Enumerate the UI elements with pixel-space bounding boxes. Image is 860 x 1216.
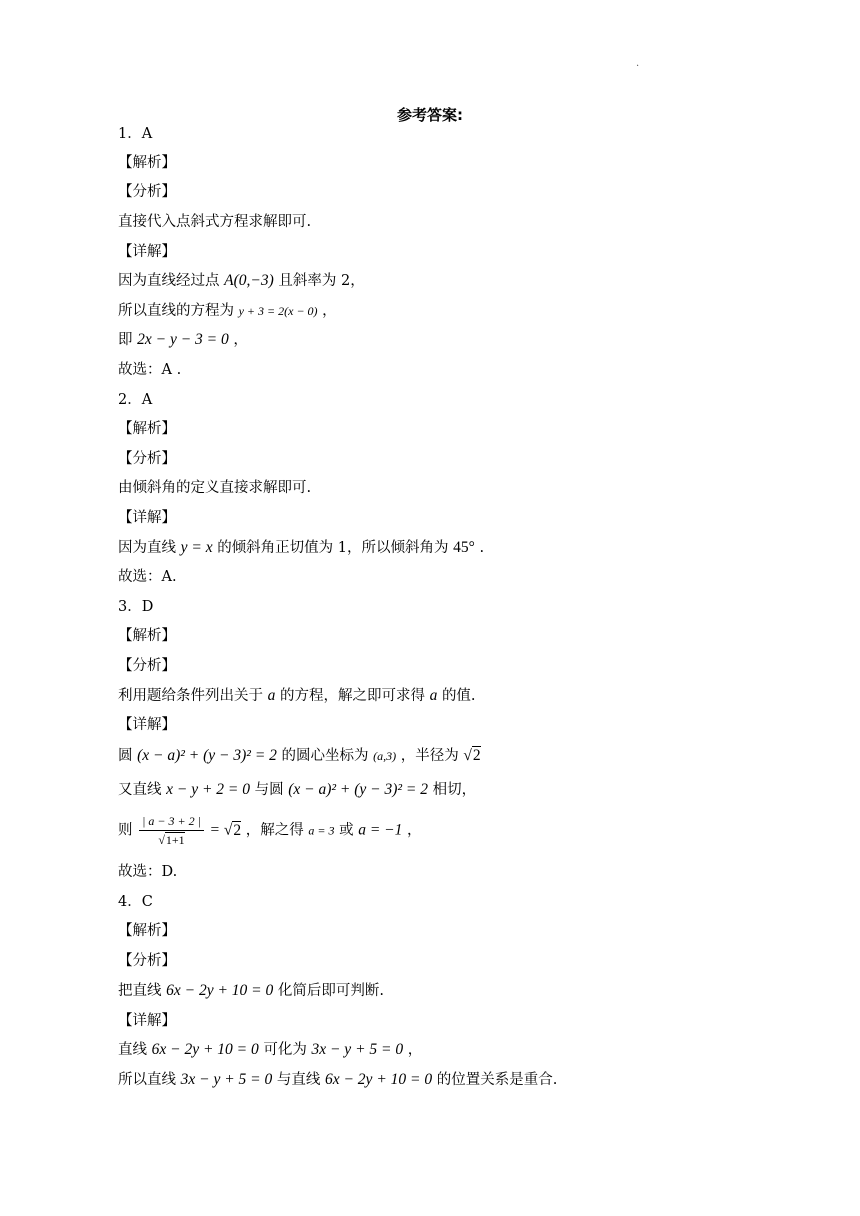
q3-xiangjie: 【详解】 <box>118 717 176 733</box>
q1-line3 <box>118 330 248 350</box>
text: 因为直线 <box>118 540 176 556</box>
text: 则 <box>118 822 133 839</box>
math: 6x − 2y + 10 = 0 <box>151 1041 259 1058</box>
math: A(0,−3) <box>224 272 274 289</box>
page-title: 参考答案: <box>397 106 463 124</box>
text: ， <box>322 303 337 319</box>
sqrt-radicand: 1+1 <box>165 833 185 847</box>
text: 即 <box>118 332 133 348</box>
math: 45° <box>453 539 475 556</box>
q3-fenxi-text <box>118 686 476 706</box>
q1-jiexi: 【解析】 <box>118 155 176 171</box>
text: ，解之得 <box>245 822 304 839</box>
text: 与直线 <box>276 1072 321 1088</box>
q4-fenxi-text <box>118 981 384 1001</box>
text: 所以直线 <box>118 1072 176 1088</box>
math: (x − a)² + (y − 3)² = 2 <box>288 781 429 798</box>
math: y = x <box>180 539 213 556</box>
fraction <box>139 812 204 849</box>
q4-fenxi: 【分析】 <box>118 953 176 969</box>
text: 的方程，解之即可求得 <box>279 688 425 704</box>
math: a <box>267 687 276 704</box>
text: 利用题给条件列出关于 <box>118 688 263 704</box>
q3-fenxi: 【分析】 <box>118 658 176 674</box>
text: 化简后即可判断. <box>277 983 384 999</box>
math: 2x − y − 3 = 0 <box>137 331 229 348</box>
text: 所以直线的方程为 <box>118 303 234 319</box>
text: 圆 <box>118 748 133 764</box>
fraction-numerator: | a − 3 + 2 | <box>139 812 204 831</box>
text: 相切， <box>432 782 477 798</box>
q4-jiexi: 【解析】 <box>118 923 176 939</box>
q2-fenxi-text: 由倾斜角的定义直接求解即可. <box>118 480 312 496</box>
text: 与圆 <box>254 782 284 798</box>
math: y + 3 = 2(x − 0) <box>238 304 318 318</box>
math: a <box>429 687 438 704</box>
text: ，半径为 <box>400 748 459 764</box>
q3-line3 <box>118 812 421 849</box>
math: √2 <box>223 821 242 839</box>
math: (x − a)² + (y − 3)² = 2 <box>137 747 277 764</box>
q4-line1 <box>118 1040 422 1060</box>
text: 的倾斜角正切值为 1，所以倾斜角为 <box>217 540 449 556</box>
q2-xiangjie: 【详解】 <box>118 510 176 526</box>
math: a = −1 <box>358 821 403 839</box>
math: (a,3) <box>373 749 397 763</box>
text: ， <box>407 1042 423 1058</box>
text: ， <box>233 332 248 348</box>
sqrt-radicand: 2 <box>233 821 242 839</box>
q1-heading: 1．A <box>118 126 153 142</box>
page-mark: . <box>636 58 640 69</box>
q1-fenxi-text: 直接代入点斜式方程求解即可. <box>118 214 312 230</box>
q1-line1 <box>118 271 365 291</box>
math: = <box>210 821 220 839</box>
text: 因为直线经过点 <box>118 273 220 289</box>
q1-answer: 故选：A . <box>118 362 182 378</box>
q3-heading: 3．D <box>118 599 154 615</box>
fraction-denominator: √1+1 <box>158 833 185 847</box>
q2-fenxi: 【分析】 <box>118 451 176 467</box>
q3-line1 <box>118 746 481 766</box>
text: 把直线 <box>118 983 162 999</box>
text: 的位置关系是重合. <box>436 1072 558 1088</box>
q4-line2 <box>118 1070 557 1090</box>
text: ， <box>406 822 422 839</box>
sqrt-radicand: 2 <box>472 747 481 764</box>
text: 且斜率为 2， <box>278 273 365 289</box>
q4-heading: 4．C <box>118 894 153 910</box>
math: 3x − y + 5 = 0 <box>311 1041 404 1058</box>
q1-line2 <box>118 301 337 321</box>
math: 3x − y + 5 = 0 <box>180 1071 273 1088</box>
math: 6x − 2y + 10 = 0 <box>324 1071 433 1088</box>
q4-xiangjie: 【详解】 <box>118 1013 176 1029</box>
q3-line2 <box>118 780 476 800</box>
text: 可化为 <box>263 1042 307 1058</box>
q2-heading: 2．A <box>118 392 153 408</box>
q3-jiexi: 【解析】 <box>118 628 176 644</box>
q2-jiexi: 【解析】 <box>118 421 176 437</box>
math: a = 3 <box>308 823 335 838</box>
text: 的值. <box>441 688 476 704</box>
q1-fenxi: 【分析】 <box>118 184 176 200</box>
math: √2 <box>463 747 481 764</box>
text: . <box>479 540 485 556</box>
q2-answer: 故选：A. <box>118 569 177 585</box>
q3-answer: 故选：D. <box>118 864 178 880</box>
math: x − y + 2 = 0 <box>166 781 250 798</box>
text: 直线 <box>118 1042 147 1058</box>
q2-line1 <box>118 538 484 558</box>
text: 或 <box>339 822 354 839</box>
text: 的圆心坐标为 <box>281 748 369 764</box>
math: 6x − 2y + 10 = 0 <box>166 982 274 999</box>
q1-xiangjie: 【详解】 <box>118 244 176 260</box>
text: 又直线 <box>118 782 162 798</box>
